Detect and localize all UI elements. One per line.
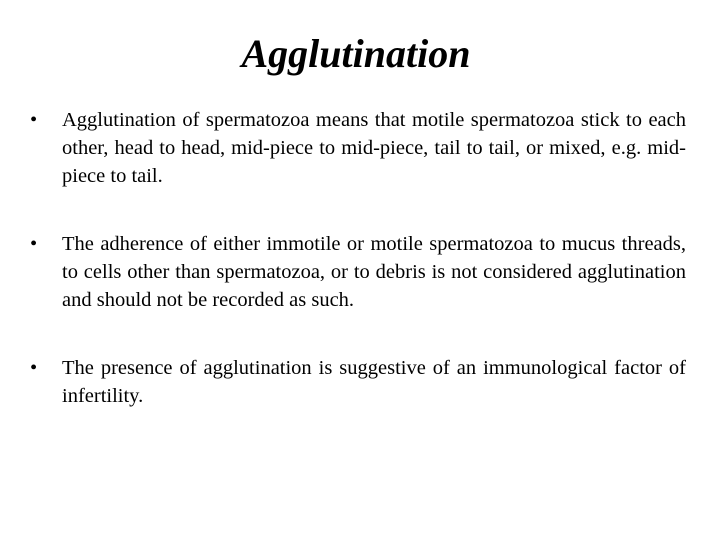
bullet-icon: •	[30, 357, 38, 379]
bullet-item	[30, 354, 686, 410]
bullet-text: Agglutination of spermatozoa means that motile spermatozoa stick to each other, head to head, mid-piece to mid-piece, tail to tail, or mixed, e.g. mid-piece to tail.	[62, 109, 686, 187]
bullet-icon: •	[30, 233, 38, 255]
bullet-text: The presence of agglutination is suggestive of an immunological factor of infertility.	[62, 357, 686, 407]
bullet-text: The adherence of either immotile or motile spermatozoa to mucus threads, to cells other than spermatozoa, or to debris is not considered agglutination and should not be recorded as such.	[62, 233, 686, 311]
bullet-icon: •	[30, 109, 38, 131]
bullet-item	[30, 230, 686, 314]
bullet-list	[30, 106, 686, 410]
bullet-item	[30, 106, 686, 190]
slide-title: Agglutination	[241, 31, 471, 76]
